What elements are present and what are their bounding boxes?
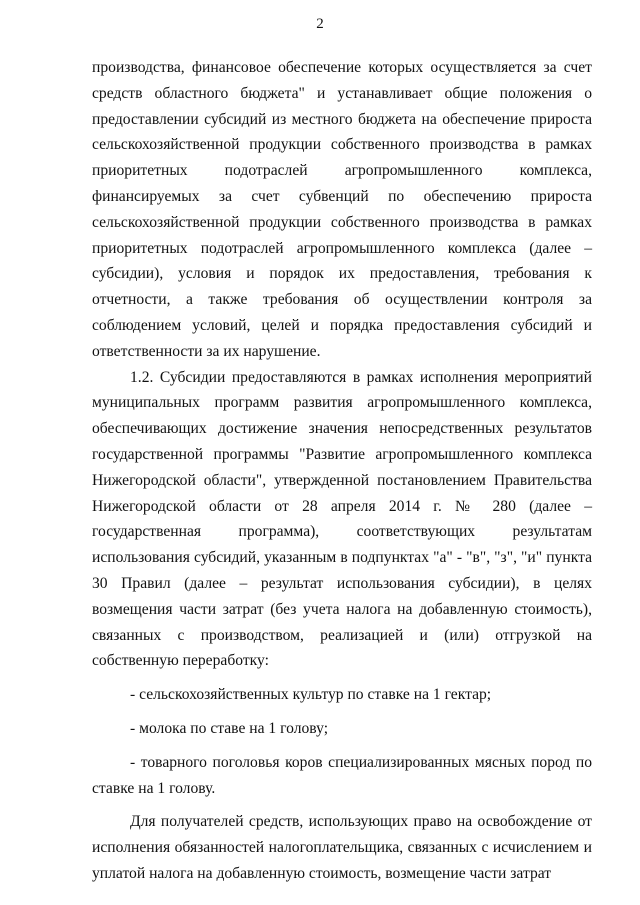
document-body xyxy=(92,55,592,887)
paragraph-vat-exempt: Для получателей средств, использующих право на освобождение от исполнения обязанностей налогоплательщика, связанных с исчислением и уплатой налога на добавленную стоимость, возмещение части затрат xyxy=(92,813,592,882)
paragraph-1-2: 1.2. Субсидии предоставляются в рамках исполнения мероприятий муниципальных программ развития агропромышленного комплекса, обеспечивающих достижение значения непосредственных результатов государственной программы "Развитие агропромышленного комплекса Нижегородской области", утвержденной постановлением Правительства Нижегородской области от 28 апреля 2014 г. № 280 (далее – государственная программа), соответствующих результатам использования субсидий, указанным в подпунктах "а" - "в", "з", "и" пункта 30 Правил (далее – результат использования субсидии), в целях возмещения части затрат (без учета налога на добавленную стоимость), связанных с производством, реализацией и (или) отгрузкой на собственную переработку: xyxy=(92,368,592,670)
paragraph-intro-continued: производства, финансовое обеспечение которых осуществляется за счет средств областного бюджета" и устанавливает общие положения о предоставлении субсидий из местного бюджета на обеспечение прироста сельскохозяйственной продукции собственного производства в рамках приоритетных подотраслей агропромышленного комплекса, финансируемых за счет субвенций по обеспечению прироста сельскохозяйственной продукции собственного производства в рамках приоритетных подотраслей агропромышленного комплекса (далее – субсидии), условия и порядок их предоставления, требования к отчетности, а также требования об осуществлении контроля за соблюдением условий, целей и порядка предоставления субсидий и ответственности за их нарушение. xyxy=(92,59,592,360)
list-item-milk: - молока по ставе на 1 голову; xyxy=(130,719,329,737)
list-item-cattle: - товарного поголовья коров специализированных мясных пород по ставке на 1 голову. xyxy=(92,753,592,797)
list-item-crops: - сельскохозяйственных культур по ставке на 1 гектар; xyxy=(130,686,492,704)
page-number: 2 xyxy=(316,16,324,32)
